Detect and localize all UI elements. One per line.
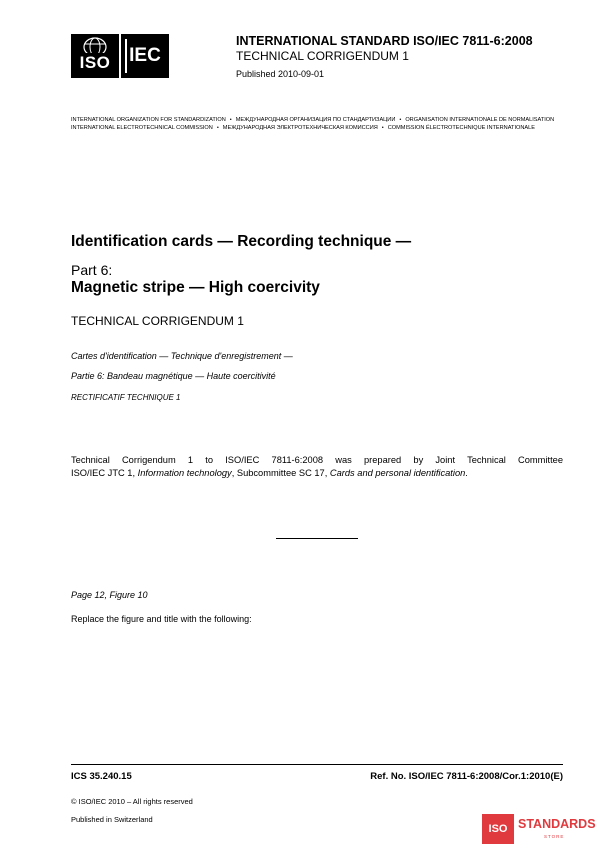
iso-logo-text: ISO xyxy=(79,53,111,72)
document-part: Part 6: xyxy=(71,262,113,278)
paragraph-text: . xyxy=(465,468,468,478)
replace-instruction: Replace the figure and title with the following: xyxy=(71,614,252,624)
standard-title: INTERNATIONAL STANDARD ISO/IEC 7811-6:2008 xyxy=(236,34,533,48)
org-name: МЕЖДУНАРОДНАЯ ЭЛЕКТРОТЕХНИЧЕСКАЯ КОМИССИЯ xyxy=(222,125,378,131)
org-name: МЕЖДУНАРОДНАЯ ОРГАНИЗАЦИЯ ПО СТАНДАРТИЗАЦИИ xyxy=(235,117,396,123)
stamp-iso: ISO xyxy=(482,814,514,844)
copyright: © ISO/IEC 2010 – All rights reserved xyxy=(71,797,193,806)
intro-paragraph xyxy=(71,454,563,480)
iso-logo xyxy=(71,34,119,78)
standard-subtitle: TECHNICAL CORRIGENDUM 1 xyxy=(236,49,409,63)
published-location: Published in Switzerland xyxy=(71,815,153,824)
separator: • xyxy=(381,125,384,131)
org-name: INTERNATIONAL ELECTROTECHNICAL COMMISSION xyxy=(71,125,213,131)
french-corrigendum: RECTIFICATIF TECHNIQUE 1 xyxy=(71,393,181,402)
ics-code: ICS 35.240.15 xyxy=(71,771,132,782)
corrigendum-label: TECHNICAL CORRIGENDUM 1 xyxy=(71,314,244,328)
document-title: Identification cards — Recording technique — xyxy=(71,233,412,250)
separator: • xyxy=(216,125,219,131)
french-part: Partie 6: Bandeau magnétique — Haute coercitivité xyxy=(71,371,276,381)
separator: • xyxy=(229,117,232,123)
iec-logo-text: IEC xyxy=(129,45,161,66)
subcommittee-name: Cards and personal identification xyxy=(329,468,466,478)
paragraph-line: Technical Corrigendum 1 to ISO/IEC 7811-6:2008 was prepared by Joint Technical Committee xyxy=(71,455,563,465)
french-title: Cartes d'identification — Technique d'enregistrement — xyxy=(71,351,293,361)
org-line-1 xyxy=(71,117,554,123)
stamp-standards: STANDARDS xyxy=(518,817,596,831)
iso-standards-store-logo xyxy=(482,814,594,844)
org-line-2 xyxy=(71,125,535,131)
footer-divider xyxy=(71,764,563,765)
org-name: ORGANISATION INTERNATIONALE DE NORMALISATION xyxy=(405,117,555,123)
published-date: Published 2010-09-01 xyxy=(236,69,325,79)
paragraph-text: , Subcommittee SC 17, xyxy=(231,468,330,478)
iec-logo xyxy=(121,34,169,78)
org-name: COMMISSION ÉLECTROTECHNIQUE INTERNATIONALE xyxy=(387,125,535,131)
separator: • xyxy=(399,117,402,123)
paragraph-text: ISO/IEC JTC 1, xyxy=(71,468,138,478)
divider xyxy=(276,538,358,539)
stamp-store: STORE xyxy=(544,834,565,839)
org-name: INTERNATIONAL ORGANIZATION FOR STANDARDIZATION xyxy=(71,117,226,123)
page-reference: Page 12, Figure 10 xyxy=(71,590,148,600)
document-subtitle: Magnetic stripe — High coercivity xyxy=(71,279,320,296)
reference-number: Ref. No. ISO/IEC 7811-6:2008/Cor.1:2010(E) xyxy=(370,771,563,782)
committee-name: Information technology xyxy=(137,468,232,478)
